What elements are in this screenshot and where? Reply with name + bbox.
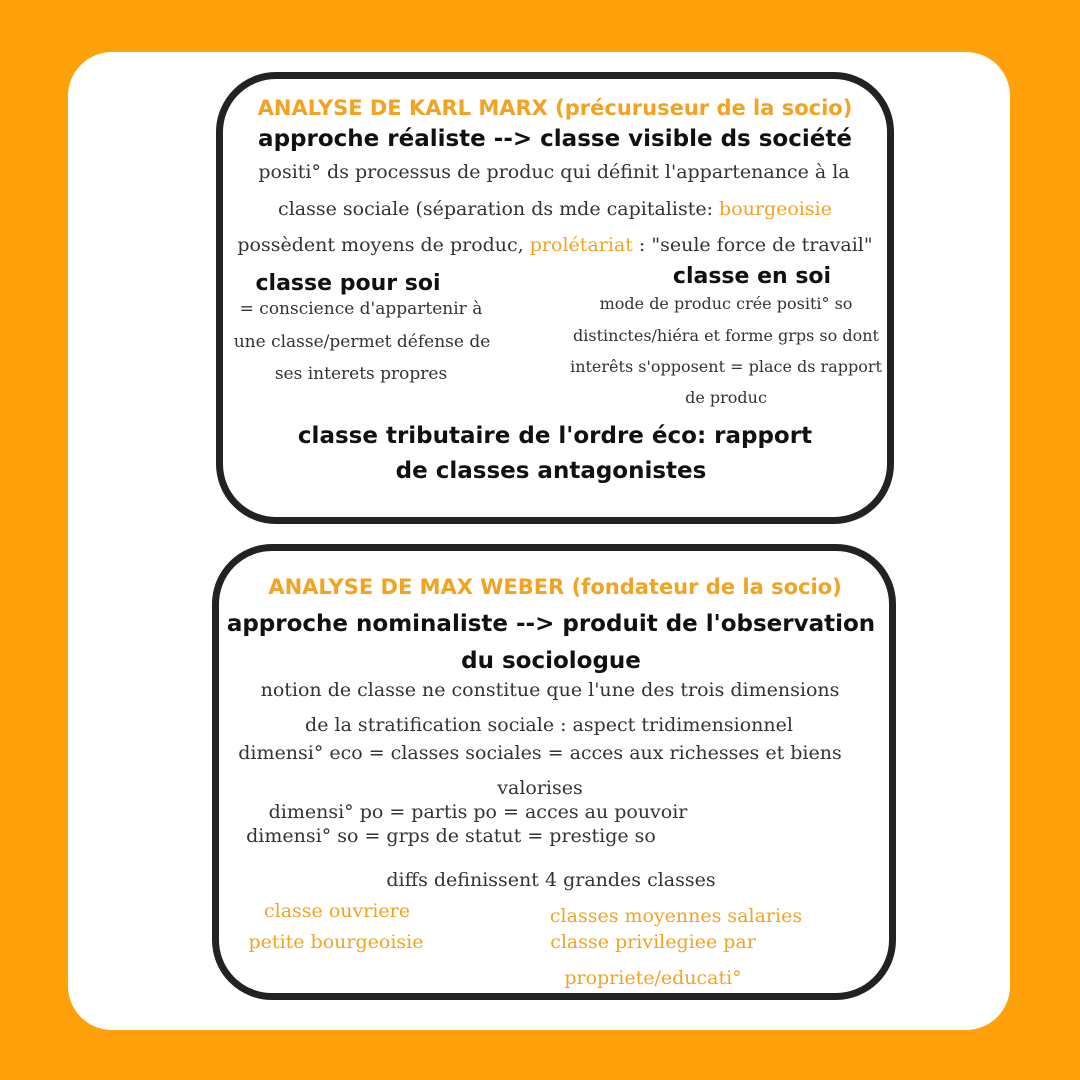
pour-soi-line-3: ses interets propres: [274, 364, 448, 384]
weber-line-6: dimensi° so = grps de statut = prestige so: [246, 825, 656, 847]
en-soi-heading: classe en soi: [672, 264, 832, 289]
en-soi-line-2: distinctes/hiéra et forme grps so dont: [573, 326, 879, 345]
weber-approach-2: du sociologue: [461, 648, 641, 674]
weber-approach-1: approche nominaliste --> produit de l'observation: [226, 611, 876, 637]
weber-line-4: valorises: [497, 777, 583, 799]
weber-title: ANALYSE DE MAX WEBER (fondateur de la socio): [268, 575, 842, 599]
class-privilegiee: classe privilegiee par: [550, 931, 756, 953]
weber-line-3: dimensi° eco = classes sociales = acces aux richesses et biens: [238, 742, 842, 764]
class-moyennes: classes moyennes salaries: [549, 905, 803, 927]
marx-line-1: positi° ds processus de produc qui définit l'appartenance à la: [258, 161, 850, 183]
marx-line-3: possèdent moyens de produc, prolétariat : "seule force de travail": [237, 234, 873, 256]
weber-line-1: notion de classe ne constitue que l'une des trois dimensions: [260, 679, 840, 701]
marx-title: ANALYSE DE KARL MARX (précuruseur de la socio): [257, 96, 853, 120]
marx-conclusion-1: classe tributaire de l'ordre éco: rapport: [297, 423, 813, 449]
marx-approach: approche réaliste --> classe visible ds société: [258, 126, 852, 152]
class-privilegiee-cont: propriete/educati°: [564, 967, 742, 989]
en-soi-line-1: mode de produc crée positi° so: [599, 294, 853, 313]
en-soi-line-4: de produc: [685, 388, 767, 407]
weber-line-5: dimensi° po = partis po = acces au pouvoir: [268, 801, 688, 823]
weber-classes-intro: diffs definissent 4 grandes classes: [386, 869, 716, 891]
pour-soi-line-2: une classe/permet défense de: [233, 332, 491, 352]
weber-line-2: de la stratification sociale : aspect tridimensionnel: [305, 714, 793, 736]
pour-soi-heading: classe pour soi: [255, 271, 441, 296]
pour-soi-line-1: = conscience d'appartenir à: [239, 299, 483, 319]
marx-line-2: classe sociale (séparation ds mde capitaliste: bourgeoisie: [278, 198, 832, 220]
class-petite-bourgeoisie: petite bourgeoisie: [248, 931, 424, 953]
class-ouvriere: classe ouvriere: [264, 900, 410, 922]
en-soi-line-3: interêts s'opposent = place ds rapport: [570, 357, 882, 376]
marx-conclusion-2: de classes antagonistes: [395, 458, 707, 484]
